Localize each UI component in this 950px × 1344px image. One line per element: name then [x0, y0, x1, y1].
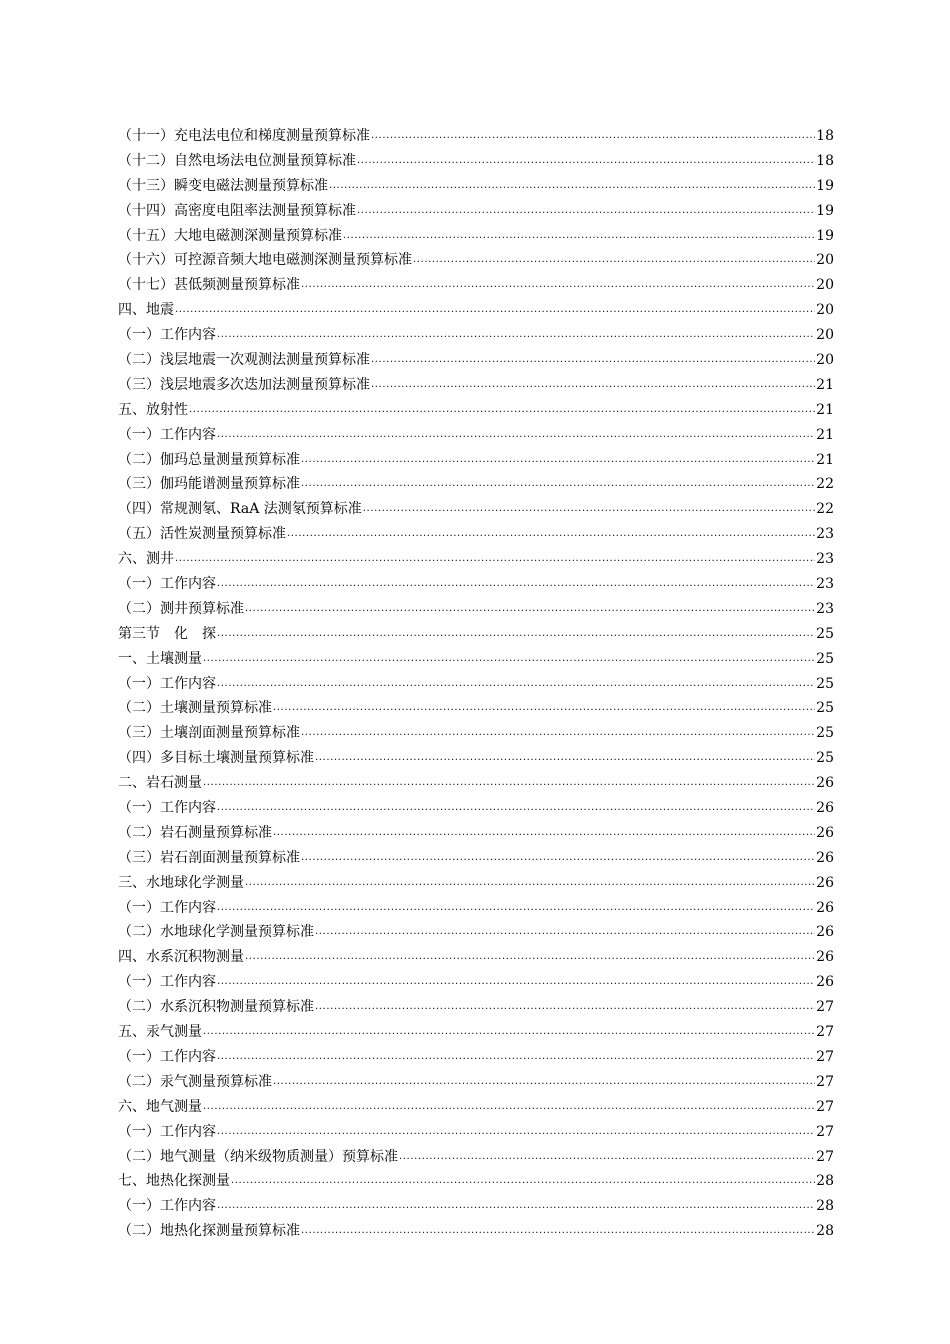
- toc-entry[interactable]: [118, 896, 834, 921]
- toc-entry-title: 一、土壤测量: [118, 650, 202, 667]
- toc-dot-leader: [371, 373, 815, 398]
- toc-entry-page-number: 22: [816, 501, 834, 518]
- toc-dot-leader: [203, 647, 815, 672]
- toc-entry-page-number: 27: [816, 1098, 834, 1115]
- toc-dot-leader: [357, 199, 815, 224]
- toc-entry-title: 第三节 化 探: [118, 625, 216, 642]
- toc-dot-leader: [217, 572, 815, 597]
- toc-entry-page-number: 26: [816, 874, 834, 891]
- toc-dot-leader: [273, 696, 815, 721]
- toc-dot-leader: [175, 298, 815, 323]
- toc-entry[interactable]: [118, 1020, 834, 1045]
- toc-entry[interactable]: [118, 1169, 834, 1194]
- toc-entry[interactable]: [118, 124, 834, 149]
- toc-entry[interactable]: [118, 1045, 834, 1070]
- table-of-contents: [118, 124, 834, 1244]
- toc-dot-leader: [189, 398, 815, 423]
- toc-entry[interactable]: [118, 149, 834, 174]
- toc-dot-leader: [371, 124, 815, 149]
- toc-entry-title: （十一）充电法电位和梯度测量预算标准: [118, 127, 370, 144]
- toc-entry[interactable]: [118, 224, 834, 249]
- toc-entry[interactable]: [118, 921, 834, 946]
- toc-entry-title: （十六）可控源音频大地电磁测深测量预算标准: [118, 252, 412, 269]
- toc-entry[interactable]: [118, 547, 834, 572]
- toc-entry-page-number: 26: [816, 924, 834, 941]
- toc-dot-leader: [273, 1070, 815, 1095]
- toc-entry-title: 五、放射性: [118, 401, 188, 418]
- toc-entry-title: （一）工作内容: [118, 800, 216, 817]
- toc-entry[interactable]: [118, 373, 834, 398]
- toc-entry[interactable]: [118, 1219, 834, 1244]
- toc-entry-page-number: 18: [816, 127, 834, 144]
- toc-entry-title: （四）常规测氡、RaA 法测氡预算标准: [118, 501, 362, 518]
- toc-entry-page-number: 27: [816, 1148, 834, 1165]
- toc-entry-title: 四、水系沉积物测量: [118, 949, 244, 966]
- toc-entry[interactable]: [118, 746, 834, 771]
- toc-entry-title: （一）工作内容: [118, 1123, 216, 1140]
- toc-entry[interactable]: [118, 199, 834, 224]
- toc-entry-page-number: 20: [816, 277, 834, 294]
- toc-dot-leader: [217, 896, 815, 921]
- toc-dot-leader: [203, 1095, 815, 1120]
- toc-entry[interactable]: [118, 995, 834, 1020]
- toc-entry-page-number: 26: [816, 949, 834, 966]
- toc-entry-title: （十二）自然电场法电位测量预算标准: [118, 152, 356, 169]
- toc-entry-title: （二）地热化探测量预算标准: [118, 1223, 300, 1240]
- toc-entry-title: （二）测井预算标准: [118, 600, 244, 617]
- toc-entry[interactable]: [118, 323, 834, 348]
- toc-entry-page-number: 20: [816, 302, 834, 319]
- toc-entry[interactable]: [118, 348, 834, 373]
- toc-dot-leader: [301, 448, 815, 473]
- toc-dot-leader: [203, 1020, 815, 1045]
- toc-entry-page-number: 19: [816, 202, 834, 219]
- toc-entry-title: （一）工作内容: [118, 899, 216, 916]
- toc-entry[interactable]: [118, 622, 834, 647]
- toc-entry-title: （三）浅层地震多次迭加法测量预算标准: [118, 376, 370, 393]
- toc-dot-leader: [315, 995, 815, 1020]
- toc-dot-leader: [315, 920, 815, 945]
- toc-dot-leader: [217, 672, 815, 697]
- toc-entry-page-number: 26: [816, 775, 834, 792]
- toc-entry-page-number: 27: [816, 1123, 834, 1140]
- toc-entry-page-number: 23: [816, 576, 834, 593]
- toc-entry-page-number: 23: [816, 551, 834, 568]
- toc-entry[interactable]: [118, 497, 834, 522]
- toc-dot-leader: [301, 273, 815, 298]
- toc-entry[interactable]: [118, 796, 834, 821]
- toc-entry-title: 五、汞气测量: [118, 1024, 202, 1041]
- toc-entry-page-number: 28: [816, 1223, 834, 1240]
- toc-dot-leader: [231, 1169, 815, 1194]
- toc-entry[interactable]: [118, 721, 834, 746]
- toc-entry-title: （二）地气测量（纳米级物质测量）预算标准: [118, 1148, 398, 1165]
- toc-entry[interactable]: [118, 423, 834, 448]
- toc-entry-title: （十七）甚低频测量预算标准: [118, 277, 300, 294]
- toc-entry[interactable]: [118, 771, 834, 796]
- toc-entry-title: 三、水地球化学测量: [118, 874, 244, 891]
- toc-dot-leader: [363, 497, 815, 522]
- toc-dot-leader: [217, 323, 815, 348]
- toc-entry-page-number: 23: [816, 526, 834, 543]
- toc-entry-title: （四）多目标土壤测量预算标准: [118, 750, 314, 767]
- toc-entry[interactable]: [118, 522, 834, 547]
- toc-dot-leader: [301, 846, 815, 871]
- toc-entry-title: （一）工作内容: [118, 974, 216, 991]
- toc-dot-leader: [399, 1145, 815, 1170]
- toc-entry[interactable]: [118, 273, 834, 298]
- toc-entry-title: （十三）瞬变电磁法测量预算标准: [118, 177, 328, 194]
- toc-entry[interactable]: [118, 1120, 834, 1145]
- toc-entry-page-number: 25: [816, 750, 834, 767]
- toc-entry[interactable]: [118, 1145, 834, 1170]
- toc-entry[interactable]: [118, 448, 834, 473]
- toc-entry[interactable]: [118, 174, 834, 199]
- toc-entry-page-number: 25: [816, 700, 834, 717]
- toc-entry-page-number: 21: [816, 376, 834, 393]
- toc-dot-leader: [329, 174, 815, 199]
- toc-dot-leader: [245, 945, 815, 970]
- toc-entry-title: （一）工作内容: [118, 327, 216, 344]
- toc-dot-leader: [245, 597, 815, 622]
- toc-entry-title: （五）活性炭测量预算标准: [118, 526, 286, 543]
- toc-entry-title: 七、地热化探测量: [118, 1173, 230, 1190]
- toc-dot-leader: [287, 522, 815, 547]
- toc-dot-leader: [203, 771, 815, 796]
- toc-entry[interactable]: [118, 846, 834, 871]
- toc-entry-page-number: 21: [816, 426, 834, 443]
- toc-entry-page-number: 18: [816, 152, 834, 169]
- toc-entry-page-number: 28: [816, 1198, 834, 1215]
- toc-entry-page-number: 28: [816, 1173, 834, 1190]
- toc-entry-page-number: 19: [816, 227, 834, 244]
- toc-entry-title: （二）土壤测量预算标准: [118, 700, 272, 717]
- toc-entry-page-number: 25: [816, 625, 834, 642]
- toc-entry[interactable]: [118, 248, 834, 273]
- toc-entry-page-number: 27: [816, 1048, 834, 1065]
- toc-entry-title: （二）浅层地震一次观测法测量预算标准: [118, 352, 370, 368]
- toc-entry-page-number: 26: [816, 849, 834, 866]
- toc-entry-page-number: 21: [816, 401, 834, 418]
- toc-entry[interactable]: [118, 696, 834, 721]
- toc-dot-leader: [245, 871, 815, 896]
- toc-dot-leader: [371, 348, 815, 373]
- toc-entry-title: （一）工作内容: [118, 675, 216, 692]
- toc-entry-title: （十五）大地电磁测深测量预算标准: [118, 227, 342, 244]
- toc-dot-leader: [217, 423, 815, 448]
- toc-entry-title: （一）工作内容: [118, 1198, 216, 1215]
- toc-entry[interactable]: [118, 647, 834, 672]
- toc-dot-leader: [315, 746, 815, 771]
- toc-entry-title: （一）工作内容: [118, 576, 216, 593]
- toc-dot-leader: [217, 622, 815, 647]
- toc-entry[interactable]: [118, 572, 834, 597]
- toc-entry-title: （二）伽玛总量测量预算标准: [118, 451, 300, 468]
- toc-entry[interactable]: [118, 1070, 834, 1095]
- toc-entry-title: （二）汞气测量预算标准: [118, 1073, 272, 1090]
- toc-entry[interactable]: [118, 945, 834, 970]
- toc-dot-leader: [175, 547, 815, 572]
- toc-entry-page-number: 26: [816, 899, 834, 916]
- toc-entry-title: （三）伽玛能谱测量预算标准: [118, 476, 300, 493]
- toc-dot-leader: [217, 1194, 815, 1219]
- toc-entry-page-number: 26: [816, 800, 834, 817]
- toc-entry-title: （一）工作内容: [118, 426, 216, 443]
- toc-dot-leader: [413, 248, 815, 273]
- toc-entry-page-number: 23: [816, 600, 834, 617]
- toc-entry-title: （二）岩石测量预算标准: [118, 824, 272, 841]
- toc-dot-leader: [301, 1219, 815, 1244]
- toc-entry-title: （二）水系沉积物测量预算标准: [118, 999, 314, 1016]
- toc-dot-leader: [343, 224, 815, 249]
- toc-entry-page-number: 20: [816, 352, 834, 368]
- toc-dot-leader: [357, 149, 815, 174]
- toc-entry[interactable]: [118, 1194, 834, 1219]
- toc-dot-leader: [217, 1120, 815, 1145]
- toc-entry-page-number: 21: [816, 451, 834, 468]
- toc-dot-leader: [217, 796, 815, 821]
- toc-entry-page-number: 19: [816, 177, 834, 194]
- toc-entry-title: （二）水地球化学测量预算标准: [118, 924, 314, 941]
- toc-entry-page-number: 26: [816, 974, 834, 991]
- toc-entry[interactable]: [118, 597, 834, 622]
- toc-entry-page-number: 25: [816, 725, 834, 742]
- toc-entry-title: 六、地气测量: [118, 1098, 202, 1115]
- toc-entry-page-number: 20: [816, 252, 834, 269]
- toc-entry[interactable]: [118, 672, 834, 697]
- toc-entry[interactable]: [118, 871, 834, 896]
- toc-dot-leader: [273, 821, 815, 846]
- toc-dot-leader: [301, 721, 815, 746]
- toc-entry-title: （一）工作内容: [118, 1048, 216, 1065]
- toc-entry[interactable]: [118, 398, 834, 423]
- toc-entry[interactable]: [118, 821, 834, 846]
- toc-dot-leader: [301, 472, 815, 497]
- toc-entry-title: 四、地震: [118, 302, 174, 319]
- toc-entry-title: （十四）高密度电阻率法测量预算标准: [118, 202, 356, 219]
- toc-entry-page-number: 27: [816, 1073, 834, 1090]
- toc-entry-page-number: 22: [816, 476, 834, 493]
- toc-entry-page-number: 20: [816, 327, 834, 344]
- toc-entry-title: 二、岩石测量: [118, 775, 202, 792]
- toc-entry-page-number: 27: [816, 999, 834, 1016]
- toc-entry[interactable]: [118, 1095, 834, 1120]
- toc-entry[interactable]: [118, 472, 834, 497]
- toc-entry[interactable]: [118, 298, 834, 323]
- toc-entry-title: （三）土壤剖面测量预算标准: [118, 725, 300, 742]
- toc-entry[interactable]: [118, 970, 834, 995]
- toc-entry-page-number: 25: [816, 675, 834, 692]
- toc-entry-page-number: 27: [816, 1024, 834, 1041]
- toc-entry-page-number: 26: [816, 824, 834, 841]
- toc-entry-page-number: 25: [816, 650, 834, 667]
- toc-entry-title: 六、测井: [118, 551, 174, 568]
- toc-dot-leader: [217, 970, 815, 995]
- toc-dot-leader: [217, 1045, 815, 1070]
- toc-entry-title: （三）岩石剖面测量预算标准: [118, 849, 300, 866]
